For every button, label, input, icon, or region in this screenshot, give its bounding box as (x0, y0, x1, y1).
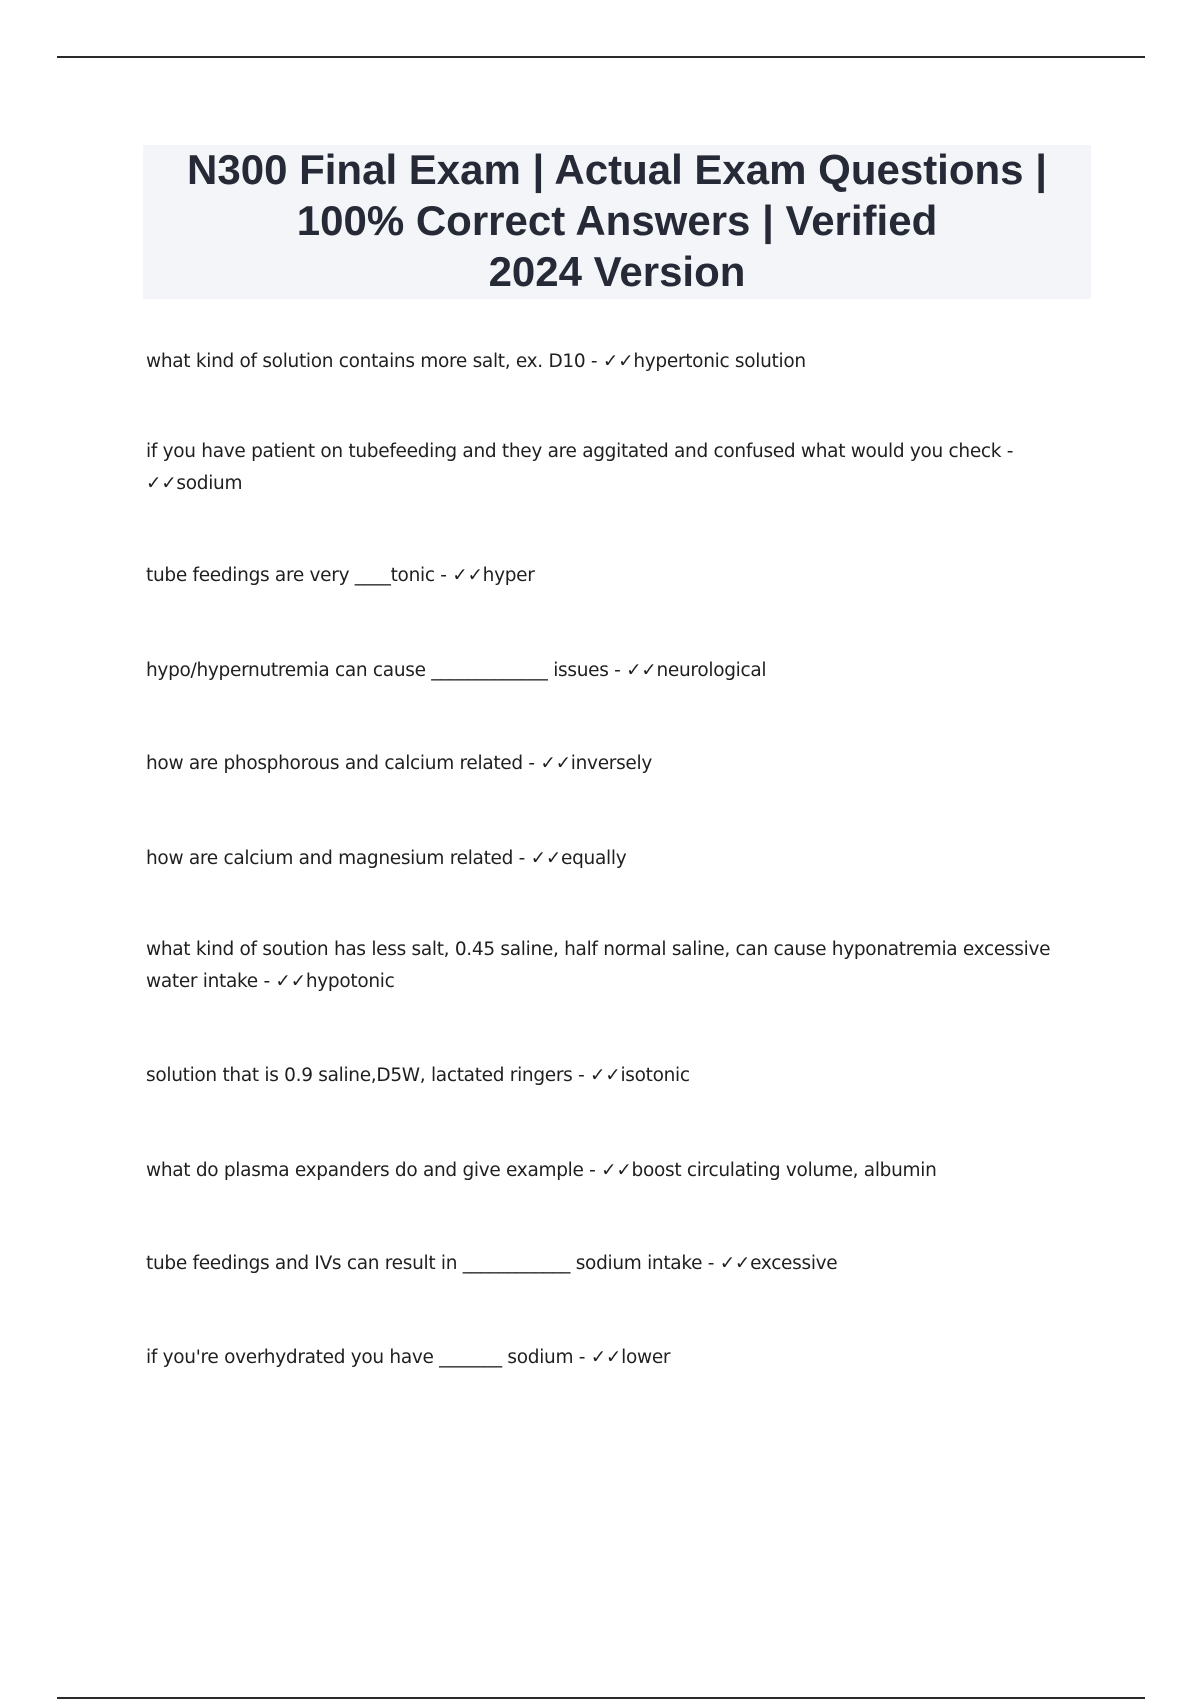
check-icon: ✓✓ (602, 351, 634, 372)
answer-text: inversely (570, 753, 652, 774)
question-text: what kind of soution has less salt, 0.45 saline, half normal saline, can cause hyponatremia excessive water intake - (146, 939, 1051, 992)
qa-item (146, 436, 1066, 500)
answer-text: equally (561, 848, 627, 869)
answer-text: isotonic (620, 1065, 690, 1086)
check-icon: ✓✓ (275, 971, 306, 992)
answer-text: lower (621, 1347, 671, 1368)
question-text: how are phosphorous and calcium related - (146, 753, 541, 774)
check-icon: ✓✓ (590, 1065, 621, 1086)
question-text: tube feedings and IVs can result in ____________ sodium intake - (146, 1253, 720, 1274)
check-icon: ✓✓ (719, 1253, 751, 1274)
question-text: solution that is 0.9 saline,D5W, lactated ringers - (146, 1065, 591, 1086)
qa-item (146, 1155, 1066, 1187)
answer-text: excessive (750, 1253, 838, 1274)
bottom-rule (57, 1697, 1145, 1699)
question-text: how are calcium and magnesium related - (146, 848, 531, 869)
top-rule (57, 56, 1145, 58)
check-icon: ✓✓ (601, 1160, 632, 1181)
qa-item (146, 1060, 1066, 1092)
title-box (143, 145, 1091, 299)
qa-item (146, 1248, 1066, 1280)
check-icon: ✓✓ (540, 753, 571, 774)
question-text: what kind of solution contains more salt, ex. D10 - (146, 351, 603, 372)
question-text: if you're overhydrated you have _______ sodium - (146, 1347, 591, 1368)
check-icon: ✓✓ (530, 848, 562, 869)
document-title: N300 Final Exam | Actual Exam Questions | 100% Correct Answers | Verified 2024 Version (187, 145, 1047, 295)
answer-text: hypertonic solution (633, 351, 806, 372)
question-text: hypo/hypernutremia can cause _____________ issues - (146, 660, 627, 681)
answer-text: hypotonic (305, 971, 395, 992)
check-icon: ✓✓ (452, 565, 483, 586)
answer-text: sodium (176, 473, 243, 494)
qa-item (146, 1342, 1066, 1374)
answer-text: boost circulating volume, albumin (631, 1160, 937, 1181)
qa-item (146, 934, 1066, 998)
qa-item (146, 655, 1066, 687)
check-icon: ✓✓ (626, 660, 657, 681)
question-text: what do plasma expanders do and give example - (146, 1160, 602, 1181)
answer-text: neurological (656, 660, 767, 681)
qa-item (146, 748, 1066, 780)
question-text: tube feedings are very ____tonic - (146, 565, 453, 586)
question-text: if you have patient on tubefeeding and they are aggitated and confused what would you check - (146, 441, 1014, 462)
answer-text: hyper (482, 565, 535, 586)
check-icon: ✓✓ (146, 473, 177, 494)
qa-item (146, 843, 1066, 875)
check-icon: ✓✓ (590, 1347, 622, 1368)
qa-item (146, 560, 1066, 592)
qa-item (146, 346, 1066, 378)
